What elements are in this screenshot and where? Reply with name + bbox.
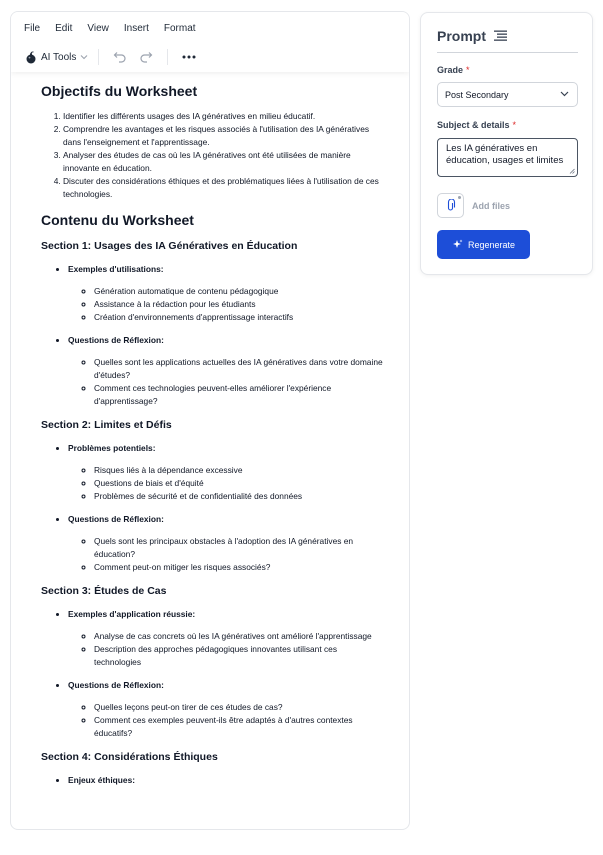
sub-list	[68, 701, 386, 740]
more-horizontal-icon	[182, 55, 196, 59]
group-label: • Questions de Réflexion:	[68, 680, 164, 690]
prompt-header	[437, 28, 507, 44]
grade-label-text: Grade	[437, 65, 464, 75]
group-item	[68, 334, 386, 408]
list-item: ◦ Risques liés à la dépendance excessive	[94, 464, 386, 477]
objectives-list	[41, 110, 386, 201]
required-mark: *	[466, 65, 470, 75]
menu-format[interactable]: Format	[163, 23, 196, 34]
editor-toolbar	[11, 12, 409, 72]
group-label: • Exemples d'application réussie:	[68, 609, 196, 619]
menubar	[24, 23, 196, 34]
paperclip-icon	[445, 199, 456, 212]
content-heading: Contenu du Worksheet	[41, 212, 194, 228]
list-item: ◦ Description des approches pédagogiques innovantes utilisant ces technologies	[94, 643, 386, 669]
group-item	[68, 608, 386, 669]
ai-tools-label: AI Tools	[41, 51, 77, 63]
sub-list	[68, 535, 386, 574]
objective-item: 1. Identifier les différents usages des IA génératives en milieu éducatif.	[63, 110, 386, 123]
section-list	[41, 442, 386, 574]
list-item: ◦ Analyse de cas concrets où les IA génératives ont amélioré l'apprentissage	[94, 630, 386, 643]
list-item: ◦ Assistance à la rédaction pour les étudiants	[94, 298, 386, 311]
subject-value: Les IA génératives en éducation, usages et limites	[446, 143, 564, 166]
sub-list	[68, 464, 386, 503]
tool-row	[25, 48, 200, 66]
toolbar-divider	[167, 49, 168, 65]
redo-icon	[139, 51, 153, 63]
undo-button[interactable]	[109, 48, 131, 66]
prompt-title: Prompt	[437, 28, 486, 44]
list-item: ◦ Problèmes de sécurité et de confidentialité des données	[94, 490, 386, 503]
ai-tools-button[interactable]	[25, 51, 88, 64]
subject-label	[437, 120, 516, 130]
chevron-down-icon	[80, 54, 88, 60]
regenerate-label: Regenerate	[467, 239, 516, 250]
section-heading: Section 4: Considérations Éthiques	[41, 751, 218, 763]
section-heading: Section 2: Limites et Défis	[41, 419, 172, 431]
list-item: ◦ Questions de biais et d'équité	[94, 477, 386, 490]
section-list	[41, 263, 386, 408]
group-item	[68, 774, 386, 787]
menu-file[interactable]: File	[24, 23, 41, 34]
required-mark: *	[512, 120, 517, 130]
group-item	[68, 442, 386, 503]
group-item	[68, 513, 386, 574]
menu-view[interactable]: View	[87, 23, 109, 34]
subject-label-text: Subject & details	[437, 120, 510, 130]
grade-value: Post Secondary	[445, 89, 509, 100]
status-dot	[458, 196, 461, 199]
section-heading: Section 1: Usages des IA Génératives en Éducation	[41, 240, 298, 252]
objective-item: 3. Analyser des études de cas où les IA génératives ont été utilisées de manière innovante en éducation.	[63, 149, 386, 175]
menu-edit[interactable]: Edit	[55, 23, 73, 34]
divider	[437, 52, 578, 53]
objective-item: 2. Comprendre les avantages et les risques associés à l'utilisation des IA génératives dans l'enseignement et l'apprentissage.	[63, 123, 386, 149]
group-item	[68, 263, 386, 324]
add-files-button[interactable]	[437, 193, 510, 218]
list-item: ◦ Quelles sont les applications actuelles des IA génératives dans votre domaine d'études?	[94, 356, 386, 382]
objectives-heading: Objectifs du Worksheet	[41, 83, 198, 99]
objective-item: 4. Discuter des considérations éthiques et des problématiques liées à l'utilisation de ces technologies.	[63, 175, 386, 201]
grade-label	[437, 65, 470, 75]
section-list	[41, 774, 386, 787]
section-list	[41, 608, 386, 740]
group-label: • Problèmes potentiels:	[68, 443, 156, 453]
menu-insert[interactable]: Insert	[123, 23, 149, 34]
sub-list	[68, 356, 386, 408]
sub-list	[68, 285, 386, 324]
bomb-icon	[25, 51, 37, 64]
list-item: ◦ Comment peut-on mitiger les risques associés?	[94, 561, 386, 574]
regenerate-button[interactable]	[437, 230, 530, 259]
chevron-down-icon	[560, 91, 569, 97]
list-item: ◦ Comment ces exemples peuvent-ils être adaptés à d'autres contextes éducatifs?	[94, 714, 386, 740]
resize-handle-icon[interactable]	[569, 168, 575, 174]
list-item: ◦ Création d'environnements d'apprentissage interactifs	[94, 311, 386, 324]
list-item: ◦ Quels sont les principaux obstacles à l'adoption des IA génératives en éducation?	[94, 535, 386, 561]
redo-button[interactable]	[135, 48, 157, 66]
list-item: ◦ Quelles leçons peut-on tirer de ces études de cas?	[94, 701, 386, 714]
add-files-label: Add files	[472, 200, 511, 211]
group-label: • Questions de Réflexion:	[68, 514, 164, 524]
list-item: ◦ Comment ces technologies peuvent-elles améliorer l'expérience d'apprentissage?	[94, 382, 386, 408]
attach-box	[437, 193, 464, 218]
group-label: • Enjeux éthiques:	[68, 775, 136, 785]
text-align-icon[interactable]	[494, 30, 507, 42]
document-content[interactable]	[41, 82, 386, 797]
grade-select[interactable]	[437, 82, 578, 107]
prompt-panel	[420, 12, 593, 275]
group-label: • Exemples d'utilisations:	[68, 264, 164, 274]
sparkles-icon	[452, 239, 463, 250]
section-heading: Section 3: Études de Cas	[41, 585, 167, 597]
toolbar-divider	[98, 49, 99, 65]
subject-textarea[interactable]	[437, 138, 578, 177]
group-item	[68, 679, 386, 740]
undo-icon	[113, 51, 127, 63]
document-editor	[10, 11, 410, 830]
sub-list	[68, 630, 386, 669]
group-label: • Questions de Réflexion:	[68, 335, 164, 345]
list-item: ◦ Génération automatique de contenu pédagogique	[94, 285, 386, 298]
more-options-button[interactable]	[178, 48, 200, 66]
